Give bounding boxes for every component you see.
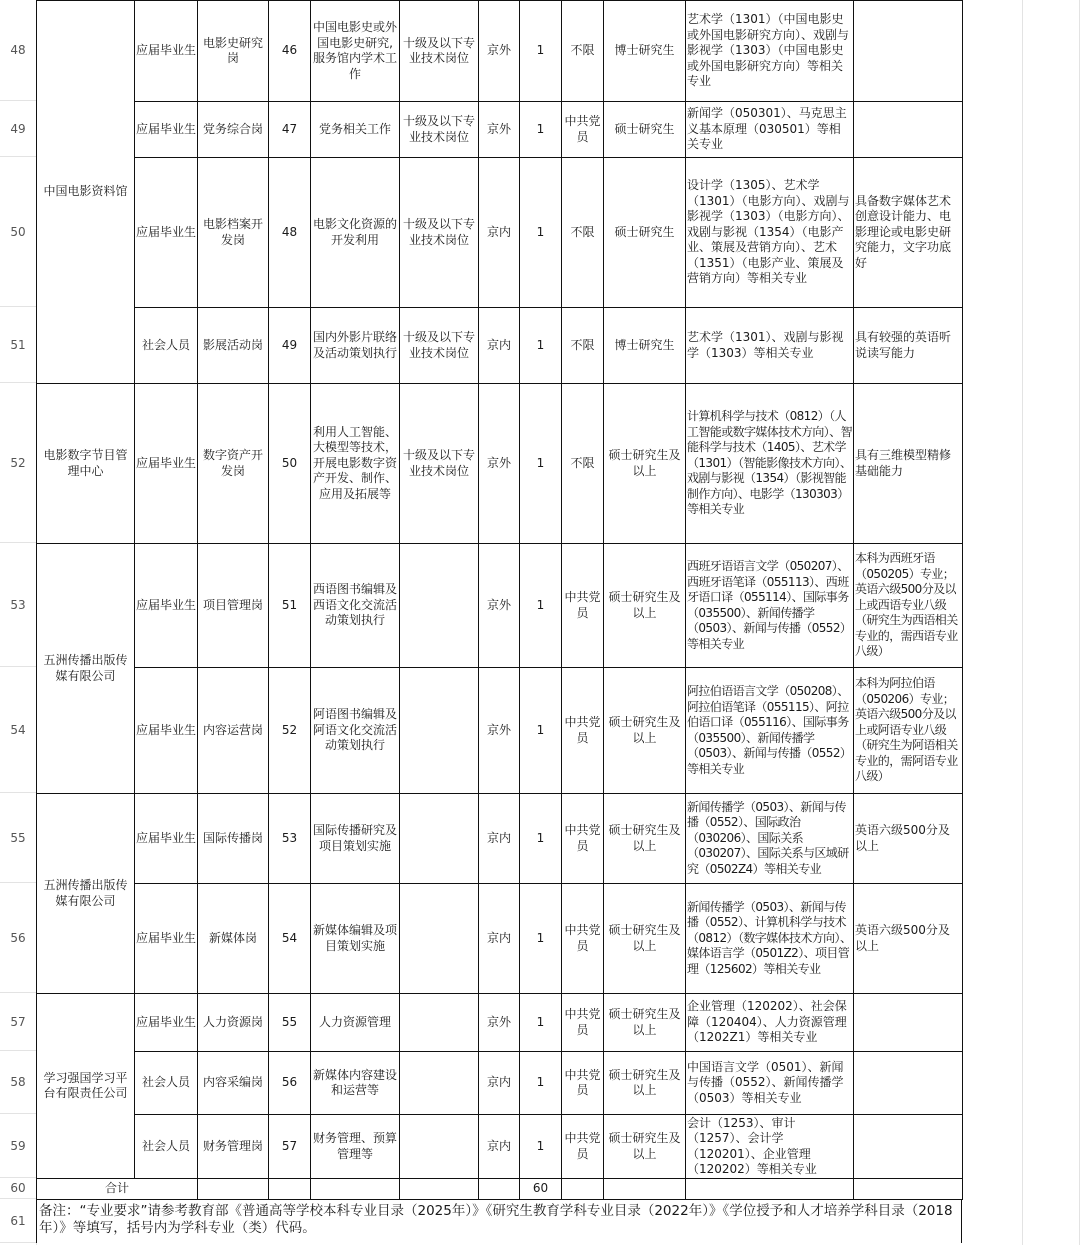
table-row	[37, 384, 963, 544]
table-row	[37, 1115, 963, 1179]
row-header[interactable]: 56	[0, 883, 36, 993]
major-cell[interactable]: 中国语言文学（0501）、新闻与传播（0552）、新闻传播学（0503）等相关专业	[686, 1052, 854, 1115]
count-cell[interactable]: 1	[520, 668, 562, 794]
major-cell[interactable]: 新闻学（050301）、马克思主义基本原理（030501）等相关专业	[686, 102, 854, 158]
total-count-cell[interactable]: 60	[520, 1179, 562, 1200]
education-cell[interactable]: 博士研究生	[604, 308, 686, 384]
count-cell[interactable]: 1	[520, 158, 562, 308]
level-cell[interactable]	[400, 994, 479, 1052]
location-cell[interactable]: 京外	[479, 1, 520, 102]
post-name-cell[interactable]: 内容运营岗	[198, 668, 269, 794]
unit-cell[interactable]: 五洲传播出版传媒有限公司	[37, 794, 135, 994]
count-cell[interactable]: 1	[520, 384, 562, 544]
level-cell[interactable]: 十级及以下专业技术岗位	[400, 384, 479, 544]
total-label-cell[interactable]: 合计	[37, 1179, 198, 1200]
politics-cell[interactable]: 不限	[562, 308, 604, 384]
location-cell[interactable]: 京外	[479, 384, 520, 544]
other-cell[interactable]: 英语六级500分及以上	[854, 884, 963, 994]
politics-cell[interactable]: 中共党员	[562, 1115, 604, 1179]
location-cell[interactable]: 京外	[479, 994, 520, 1052]
post-code-cell[interactable]: 55	[269, 994, 311, 1052]
row-header[interactable]: 49	[0, 101, 36, 157]
row-header[interactable]: 55	[0, 793, 36, 883]
location-cell[interactable]: 京内	[479, 884, 520, 994]
education-cell[interactable]: 硕士研究生及以上	[604, 1052, 686, 1115]
row-header[interactable]: 59	[0, 1114, 36, 1178]
category-cell[interactable]: 应届毕业生	[135, 994, 198, 1052]
other-cell[interactable]	[854, 102, 963, 158]
post-name-cell[interactable]: 新媒体岗	[198, 884, 269, 994]
total-row	[37, 1179, 963, 1200]
post-code-cell[interactable]: 50	[269, 384, 311, 544]
category-cell[interactable]: 社会人员	[135, 1052, 198, 1115]
category-cell[interactable]: 应届毕业生	[135, 544, 198, 668]
major-cell[interactable]: 阿拉伯语语言文学（050208）、阿拉伯语笔译（055115）、阿拉伯语口译（055116）、国际事务（035500）、新闻传播学（0503）、新闻与传播（0552）等相关专业	[686, 668, 854, 794]
post-name-cell[interactable]: 项目管理岗	[198, 544, 269, 668]
grid-line	[1022, 0, 1023, 1245]
row-header[interactable]: 61	[0, 1199, 36, 1243]
location-cell[interactable]: 京内	[479, 1052, 520, 1115]
empty-cell[interactable]	[604, 1179, 686, 1200]
table-row	[37, 994, 963, 1052]
empty-cell[interactable]	[854, 1179, 963, 1200]
count-cell[interactable]: 1	[520, 1052, 562, 1115]
politics-cell[interactable]: 中共党员	[562, 1052, 604, 1115]
category-cell[interactable]: 社会人员	[135, 308, 198, 384]
other-cell[interactable]: 具有较强的英语听说读写能力	[854, 308, 963, 384]
location-cell[interactable]: 京内	[479, 158, 520, 308]
row-header[interactable]: 51	[0, 307, 36, 383]
major-cell[interactable]: 新闻传播学（0503）、新闻与传播（0552）、计算机科学与技术（0812）（数字媒体技术方向）、媒体语言学（0501Z2）、项目管理（125602）等相关专业	[686, 884, 854, 994]
table-row	[37, 102, 963, 158]
major-cell[interactable]: 计算机科学与技术（0812）（人工智能或数字媒体技术方向）、智能科学与技术（1405）、艺术学（1301）（智能影像技术方向）、戏剧与影视（1354）（影视智能制作方向）、电影学（130303）等相关专业	[686, 384, 854, 544]
location-cell[interactable]: 京外	[479, 544, 520, 668]
category-cell[interactable]: 社会人员	[135, 1115, 198, 1179]
category-cell[interactable]: 应届毕业生	[135, 158, 198, 308]
level-cell[interactable]	[400, 794, 479, 884]
other-cell[interactable]	[854, 994, 963, 1052]
level-cell[interactable]	[400, 884, 479, 994]
count-cell[interactable]: 1	[520, 1, 562, 102]
empty-cell[interactable]	[269, 1179, 311, 1200]
row-header[interactable]: 50	[0, 157, 36, 307]
level-cell[interactable]: 十级及以下专业技术岗位	[400, 1, 479, 102]
post-code-cell[interactable]: 57	[269, 1115, 311, 1179]
duties-cell[interactable]: 利用人工智能、大模型等技术，开展电影数字资产开发、制作、应用及拓展等	[311, 384, 400, 544]
level-cell[interactable]: 十级及以下专业技术岗位	[400, 102, 479, 158]
other-cell[interactable]: 具有三维模型精修基础能力	[854, 384, 963, 544]
empty-cell[interactable]	[400, 1179, 479, 1200]
duties-cell[interactable]: 电影文化资源的开发利用	[311, 158, 400, 308]
major-cell[interactable]: 设计学（1305）、艺术学（1301）（电影方向）、戏剧与影视学（1303）（电影方向）、戏剧与影视（1354）（电影产业、策展及营销方向）、艺术（1351）（电影产业、策展及营销方向）等相关专业	[686, 158, 854, 308]
education-cell[interactable]: 硕士研究生及以上	[604, 668, 686, 794]
row-header[interactable]: 53	[0, 543, 36, 667]
unit-cell[interactable]: 学习强国学习平台有限责任公司	[37, 994, 135, 1179]
count-cell[interactable]: 1	[520, 794, 562, 884]
post-code-cell[interactable]: 49	[269, 308, 311, 384]
category-cell[interactable]: 应届毕业生	[135, 1, 198, 102]
post-name-cell[interactable]: 影展活动岗	[198, 308, 269, 384]
row-header[interactable]: 48	[0, 0, 36, 101]
politics-cell[interactable]: 不限	[562, 1, 604, 102]
count-cell[interactable]: 1	[520, 102, 562, 158]
row-header[interactable]: 60	[0, 1178, 36, 1199]
category-cell[interactable]: 应届毕业生	[135, 794, 198, 884]
location-cell[interactable]: 京内	[479, 308, 520, 384]
education-cell[interactable]: 硕士研究生及以上	[604, 384, 686, 544]
level-cell[interactable]	[400, 1115, 479, 1179]
education-cell[interactable]: 硕士研究生	[604, 158, 686, 308]
location-cell[interactable]: 京外	[479, 668, 520, 794]
count-cell[interactable]: 1	[520, 544, 562, 668]
politics-cell[interactable]: 中共党员	[562, 994, 604, 1052]
level-cell[interactable]: 十级及以下专业技术岗位	[400, 308, 479, 384]
duties-cell[interactable]: 财务管理、预算管理等	[311, 1115, 400, 1179]
post-code-cell[interactable]: 54	[269, 884, 311, 994]
education-cell[interactable]: 硕士研究生及以上	[604, 884, 686, 994]
category-cell[interactable]: 应届毕业生	[135, 884, 198, 994]
count-cell[interactable]: 1	[520, 884, 562, 994]
unit-cell[interactable]: 五洲传播出版传媒有限公司	[37, 544, 135, 794]
duties-cell[interactable]: 国际传播研究及项目策划实施	[311, 794, 400, 884]
row-header[interactable]: 57	[0, 993, 36, 1051]
level-cell[interactable]: 十级及以下专业技术岗位	[400, 158, 479, 308]
post-code-cell[interactable]: 51	[269, 544, 311, 668]
category-cell[interactable]: 应届毕业生	[135, 102, 198, 158]
major-cell[interactable]: 艺术学（1301）（中国电影史或外国电影研究方向）、戏剧与影视学（1303）（中国电影史或外国电影研究方向）等相关专业	[686, 1, 854, 102]
post-name-cell[interactable]: 内容采编岗	[198, 1052, 269, 1115]
unit-cell[interactable]: 中国电影资料馆	[37, 1, 135, 384]
empty-cell[interactable]	[311, 1179, 400, 1200]
major-cell[interactable]: 新闻传播学（0503）、新闻与传播（0552）、国际政治（030206）、国际关系（030207）、国际关系与区域研究（0502Z4）等相关专业	[686, 794, 854, 884]
post-name-cell[interactable]: 数字资产开发岗	[198, 384, 269, 544]
post-name-cell[interactable]: 党务综合岗	[198, 102, 269, 158]
education-cell[interactable]: 硕士研究生及以上	[604, 994, 686, 1052]
politics-cell[interactable]: 中共党员	[562, 794, 604, 884]
note-cell[interactable]: 备注：“专业要求”请参考教育部《普通高等学校本科专业目录（2025年）》《研究生教育学科专业目录（2022年）》《学位授予和人才培养学科目录（2018年）》等填写，括号内为学科专业（类）代码。	[36, 1199, 962, 1243]
other-cell[interactable]: 本科为西班牙语（050205）专业；英语六级500分及以上或西语专业八级（研究生为西语相关专业的，需西语专业八级）	[854, 544, 963, 668]
post-code-cell[interactable]: 48	[269, 158, 311, 308]
location-cell[interactable]: 京内	[479, 1115, 520, 1179]
duties-cell[interactable]: 阿语图书编辑及阿语文化交流活动策划执行	[311, 668, 400, 794]
row-header[interactable]: 58	[0, 1051, 36, 1114]
duties-cell[interactable]: 国内外影片联络及活动策划执行	[311, 308, 400, 384]
empty-cell[interactable]	[686, 1179, 854, 1200]
education-cell[interactable]: 硕士研究生及以上	[604, 1115, 686, 1179]
education-cell[interactable]: 硕士研究生及以上	[604, 794, 686, 884]
post-name-cell[interactable]: 国际传播岗	[198, 794, 269, 884]
politics-cell[interactable]: 中共党员	[562, 102, 604, 158]
other-cell[interactable]	[854, 1115, 963, 1179]
level-cell[interactable]	[400, 1052, 479, 1115]
major-cell[interactable]: 艺术学（1301）、戏剧与影视学（1303）等相关专业	[686, 308, 854, 384]
count-cell[interactable]: 1	[520, 1115, 562, 1179]
count-cell[interactable]: 1	[520, 308, 562, 384]
major-cell[interactable]: 会计（1253）、审计（1257）、会计学（120201）、企业管理（120202）等相关专业	[686, 1115, 854, 1179]
politics-cell[interactable]: 中共党员	[562, 884, 604, 994]
empty-cell[interactable]	[479, 1179, 520, 1200]
post-name-cell[interactable]: 电影史研究岗	[198, 1, 269, 102]
post-code-cell[interactable]: 53	[269, 794, 311, 884]
post-name-cell[interactable]: 人力资源岗	[198, 994, 269, 1052]
post-name-cell[interactable]: 财务管理岗	[198, 1115, 269, 1179]
other-cell[interactable]	[854, 1052, 963, 1115]
row-header[interactable]: 52	[0, 383, 36, 543]
politics-cell[interactable]: 中共党员	[562, 544, 604, 668]
politics-cell[interactable]: 不限	[562, 158, 604, 308]
table-row	[37, 884, 963, 994]
duties-cell[interactable]: 党务相关工作	[311, 102, 400, 158]
table-row	[37, 544, 963, 668]
other-cell[interactable]: 本科为阿拉伯语（050206）专业；英语六级500分及以上或阿语专业八级（研究生为阿语相关专业的，需阿语专业八级）	[854, 668, 963, 794]
table-row	[37, 158, 963, 308]
other-cell[interactable]: 英语六级500分及以上	[854, 794, 963, 884]
major-cell[interactable]: 西班牙语语言文学（050207）、西班牙语笔译（055113）、西班牙语口译（055114）、国际事务（035500）、新闻传播学（0503）、新闻与传播（0552）等相关专业	[686, 544, 854, 668]
empty-cell[interactable]	[562, 1179, 604, 1200]
education-cell[interactable]: 博士研究生	[604, 1, 686, 102]
major-cell[interactable]: 企业管理（120202）、社会保障（120404）、人力资源管理（1202Z1）等相关专业	[686, 994, 854, 1052]
politics-cell[interactable]: 中共党员	[562, 668, 604, 794]
unit-cell[interactable]: 电影数字节目管理中心	[37, 384, 135, 544]
post-code-cell[interactable]: 56	[269, 1052, 311, 1115]
education-cell[interactable]: 硕士研究生	[604, 102, 686, 158]
duties-cell[interactable]: 新媒体内容建设和运营等	[311, 1052, 400, 1115]
table-row	[37, 308, 963, 384]
post-name-cell[interactable]: 电影档案开发岗	[198, 158, 269, 308]
post-code-cell[interactable]: 47	[269, 102, 311, 158]
table-row	[37, 668, 963, 794]
recruitment-table	[36, 0, 963, 1200]
education-cell[interactable]: 硕士研究生及以上	[604, 544, 686, 668]
duties-cell[interactable]: 人力资源管理	[311, 994, 400, 1052]
duties-cell[interactable]: 新媒体编辑及项目策划实施	[311, 884, 400, 994]
row-header[interactable]: 54	[0, 667, 36, 793]
other-cell[interactable]	[854, 1, 963, 102]
location-cell[interactable]: 京外	[479, 102, 520, 158]
level-cell[interactable]	[400, 544, 479, 668]
count-cell[interactable]: 1	[520, 994, 562, 1052]
other-cell[interactable]: 具备数字媒体艺术创意设计能力、电影理论或电影史研究能力，文字功底好	[854, 158, 963, 308]
empty-cell[interactable]	[198, 1179, 269, 1200]
location-cell[interactable]: 京内	[479, 794, 520, 884]
category-cell[interactable]: 应届毕业生	[135, 384, 198, 544]
table-row	[37, 1052, 963, 1115]
category-cell[interactable]: 应届毕业生	[135, 668, 198, 794]
level-cell[interactable]	[400, 668, 479, 794]
post-code-cell[interactable]: 46	[269, 1, 311, 102]
table-row	[37, 794, 963, 884]
politics-cell[interactable]: 不限	[562, 384, 604, 544]
post-code-cell[interactable]: 52	[269, 668, 311, 794]
table-row	[37, 1, 963, 102]
duties-cell[interactable]: 中国电影史或外国电影史研究,服务馆内学术工作	[311, 1, 400, 102]
duties-cell[interactable]: 西语图书编辑及西语文化交流活动策划执行	[311, 544, 400, 668]
